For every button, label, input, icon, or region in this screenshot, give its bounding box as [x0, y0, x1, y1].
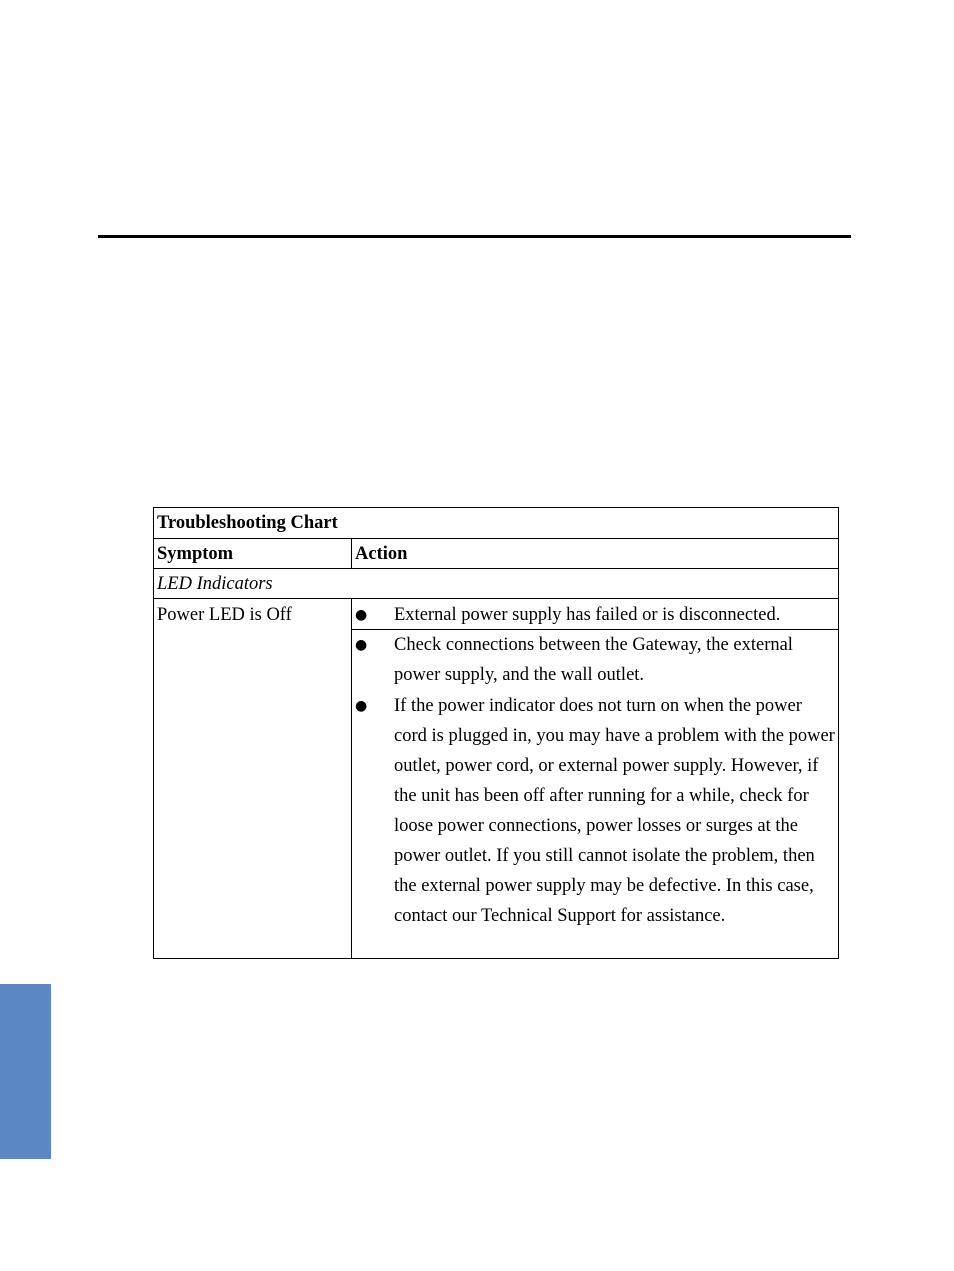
symptom-header: Symptom: [157, 544, 234, 564]
category-row: [154, 569, 838, 599]
bullet-icon: ●: [355, 607, 368, 623]
action-item-2: Check connections between the Gateway, the external power supply, and the wall outlet.: [394, 635, 793, 685]
header-rule: [98, 235, 851, 238]
action-item-1: External power supply has failed or is disconnected.: [394, 605, 781, 625]
table-header-row: [154, 539, 838, 569]
category-label: LED Indicators: [157, 574, 273, 594]
body-column-divider: [351, 599, 352, 959]
action-header: Action: [355, 544, 408, 564]
symptom-cell: Power LED is Off: [157, 605, 292, 625]
table-title: Troubleshooting Chart: [157, 513, 338, 533]
action-item-3: If the power indicator does not turn on when the power cord is plugged in, you may have a problem with the power outlet, power cord, or external power supply. However, if the unit has been off after running for a while, check for loose power connections, power losses or surges at the power outlet. If you still cannot isolate the problem, then the external power supply may be defective. In this case, contact our Technical Support for assistance.: [394, 696, 835, 926]
bullet-icon: ●: [355, 698, 368, 714]
table-title-row: [154, 508, 838, 539]
troubleshooting-table: [153, 507, 839, 959]
bullet-icon: ●: [355, 637, 368, 653]
chapter-side-tab: [0, 984, 51, 1159]
header-column-divider: [351, 539, 352, 569]
